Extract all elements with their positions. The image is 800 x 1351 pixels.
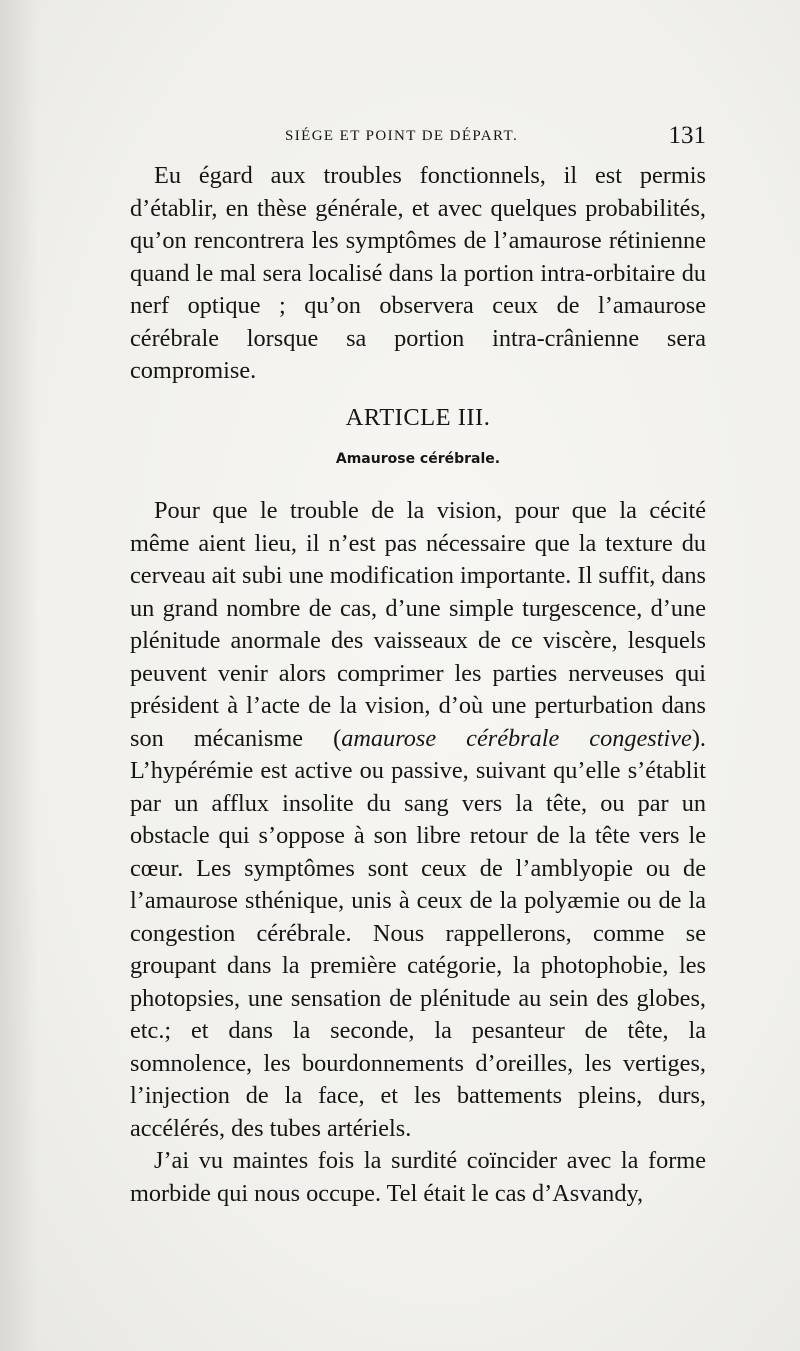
page-number: 131 [668, 122, 706, 149]
page-gutter-shadow [0, 0, 38, 1351]
article-subheading: Amaurose cérébrale. [335, 451, 501, 467]
text-block-main [130, 495, 706, 1210]
text-block-top [130, 160, 706, 388]
article-heading: ARTICLE III. [345, 404, 491, 431]
italic-term: amaurose cérébrale congestive [341, 724, 692, 752]
running-head-title: SIÉGE ET POINT DE DÉPART. [285, 128, 519, 144]
paragraph: Eu égard aux troubles fonctionnels, il est permis d’établir, en thèse générale, et avec quelques probabilités, qu’on rencontrera les symptômes de l’amaurose rétinienne quand le mal sera localisé dans la portion intra-orbitaire du nerf optique ; qu’on observera ceux de l’amaurose cérébrale lorsque sa portion intra-crânienne sera compromise. [130, 162, 706, 384]
paragraph-text: ). L’hypérémie est active ou passive, suivant qu’elle s’établit par un afflux insolite du sang vers la tête, ou par un obstacle qui s’oppose à son libre retour de la tête vers le cœur. Les symptômes sont ceux de l’amblyopie ou de l’amaurose sthénique, unis à ceux de la polyæmie ou de la congestion cérébrale. Nous rappellerons, comme se groupant dans la première catégorie, la photophobie, les photopsies, une sensation de plénitude au sein des globes, etc.; et dans la seconde, la pesanteur de tête, la somnolence, les bourdonnements d’oreilles, les vertiges, l’injection de la face, et les battements pleins, durs, accélérés, des tubes artériels. [130, 724, 707, 1142]
paragraph [130, 495, 706, 1145]
paragraph: J’ai vu maintes fois la surdité coïncider avec la forme morbide qui nous occupe. Tel était le cas d’Asvandy, [130, 1147, 706, 1207]
paragraph-text: Pour que le trouble de la vision, pour que la cécité même aient lieu, il n’est pas nécessaire que la texture du cerveau ait subi une modification importante. Il suffit, dans un grand nombre de cas, d’une simple turgescence, d’une plénitude anormale des vaisseaux de ce viscère, lesquels peuvent venir alors comprimer les parties nerveuses qui président à l’acte de la vision, d’où une perturbation dans son mécanisme ( [130, 497, 706, 752]
running-head [135, 122, 706, 152]
